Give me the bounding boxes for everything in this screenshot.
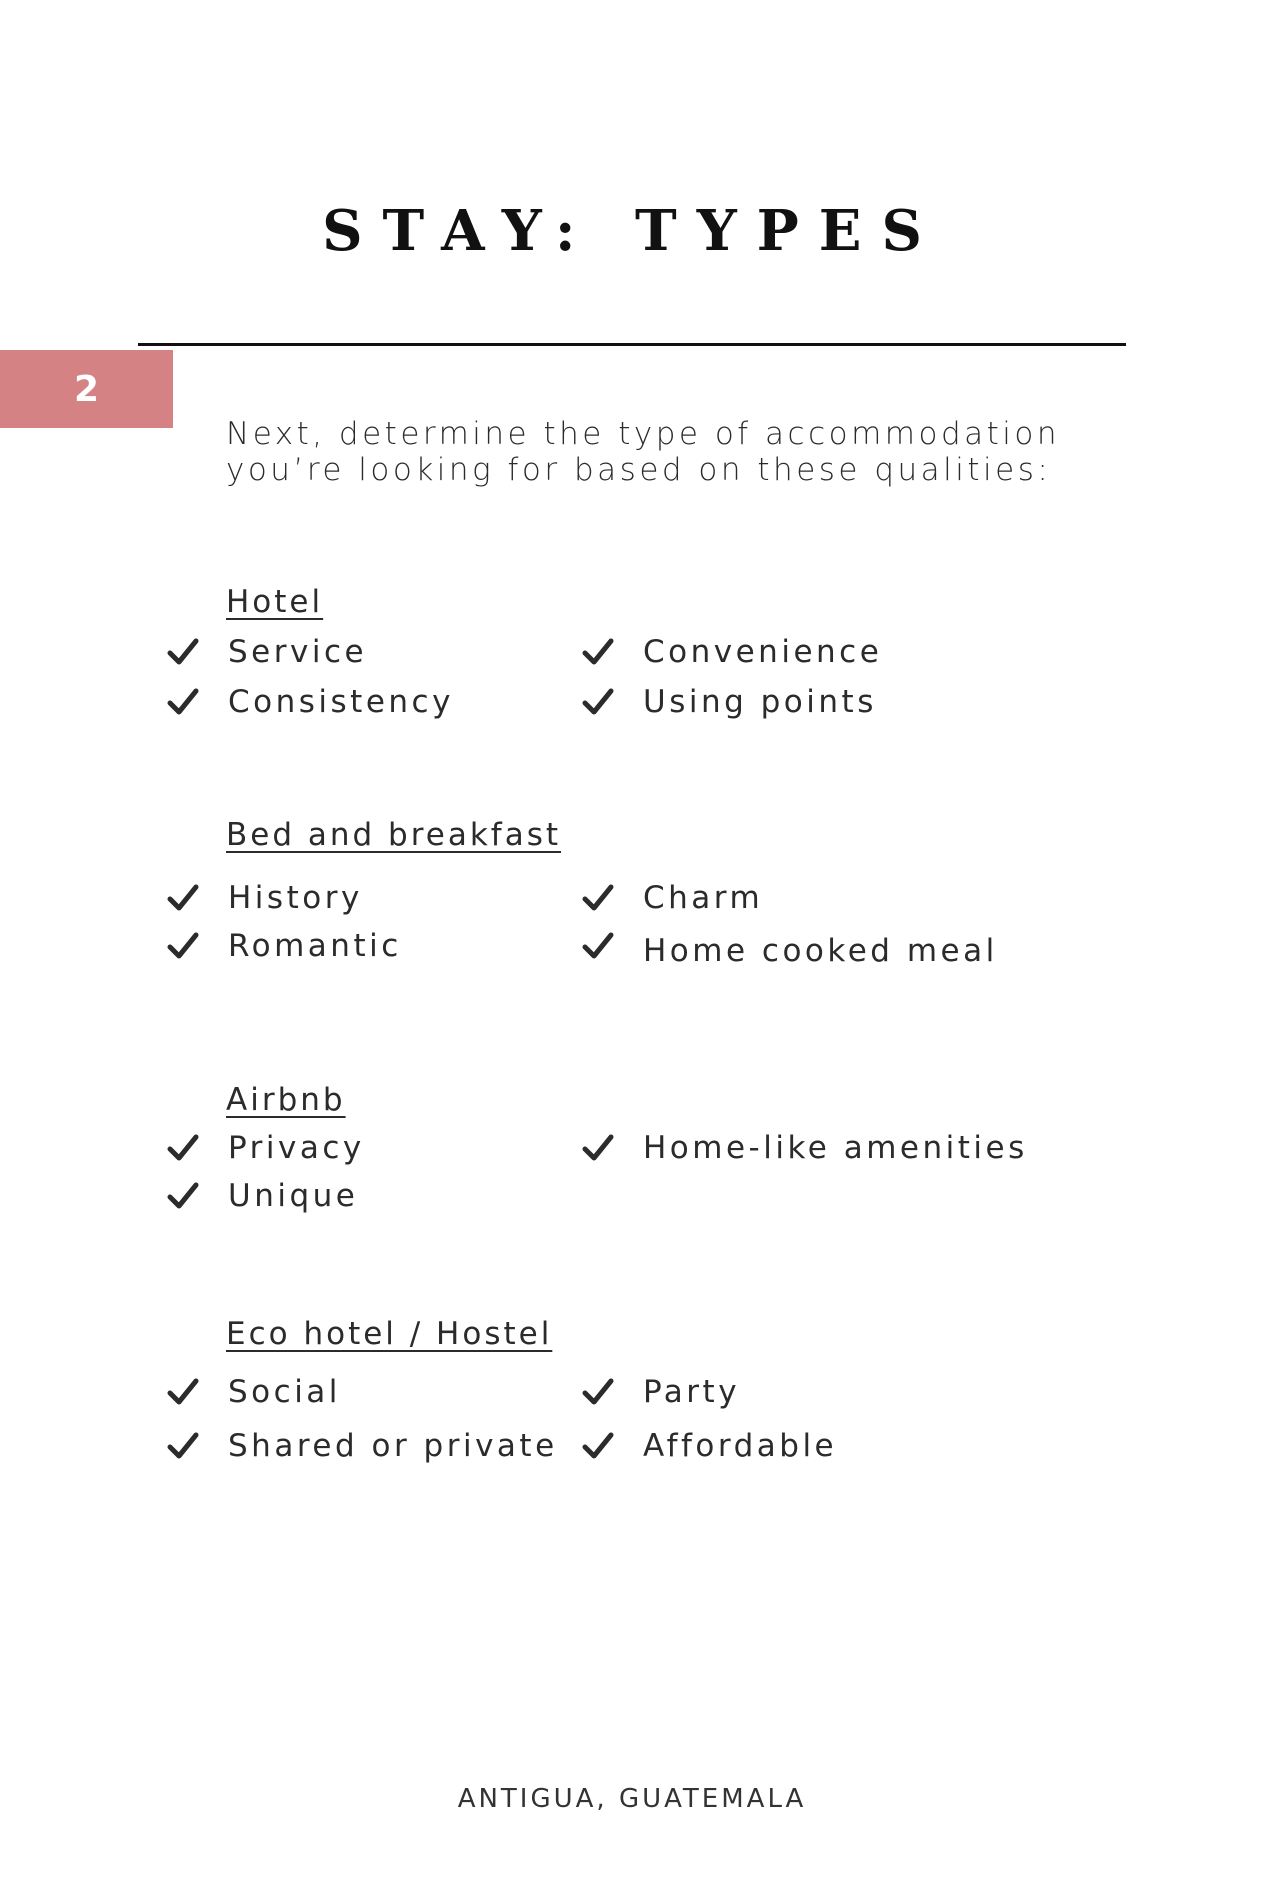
list-item-label: Convenience (643, 634, 883, 670)
list-item-label: Privacy (228, 1130, 365, 1166)
checkmark-icon (166, 1131, 200, 1165)
checkmark-icon (581, 685, 615, 719)
checkmark-icon (581, 1131, 615, 1165)
checkmark-icon (166, 881, 200, 915)
list-item-label: Using points (643, 684, 877, 720)
list-item-label: History (228, 880, 363, 916)
section-heading-eco-hotel-hostel: Eco hotel / Hostel (226, 1316, 553, 1352)
list-item (166, 630, 367, 674)
page-title: STAY: TYPES (322, 198, 942, 264)
list-item (166, 680, 454, 724)
list-item (581, 876, 763, 920)
page-number: 2 (73, 368, 100, 410)
checkmark-icon (166, 685, 200, 719)
checkmark-icon (166, 929, 200, 963)
list-item (166, 924, 402, 968)
checkmark-icon (581, 1429, 615, 1463)
list-item (166, 1370, 341, 1414)
list-item (581, 1370, 740, 1414)
intro-line-2: you’re looking for based on these qualities: (226, 452, 1052, 488)
section-heading-bed-and-breakfast: Bed and breakfast (226, 817, 562, 853)
list-item-label: Shared or private (228, 1428, 558, 1464)
checkmark-icon (166, 1429, 200, 1463)
checkmark-icon (581, 881, 615, 915)
title-divider (138, 343, 1126, 346)
list-item-label: Unique (228, 1178, 359, 1214)
list-item (581, 680, 877, 724)
footer-location: ANTIGUA, GUATEMALA (457, 1784, 807, 1814)
list-item (581, 929, 998, 973)
list-item-label: Social (228, 1374, 341, 1410)
section-heading-hotel: Hotel (226, 584, 324, 620)
page-number-tab (0, 350, 173, 428)
intro-text (226, 416, 1126, 488)
checkmark-icon (166, 1179, 200, 1213)
list-item (166, 1424, 558, 1468)
checkmark-icon (166, 635, 200, 669)
intro-line-1: Next, determine the type of accommodation (226, 416, 1061, 452)
list-item (166, 1126, 365, 1170)
list-item-label: Romantic (228, 928, 402, 964)
list-item-label: Home-like amenities (643, 1130, 1028, 1166)
checkmark-icon (581, 929, 615, 963)
list-item (581, 630, 882, 674)
list-item (166, 876, 363, 920)
checkmark-icon (581, 635, 615, 669)
list-item-label: Service (228, 634, 368, 670)
list-item-label: Consistency (228, 684, 454, 720)
checkmark-icon (166, 1375, 200, 1409)
list-item-label: Home cooked meal (643, 933, 998, 969)
section-heading-airbnb: Airbnb (226, 1082, 346, 1118)
checkmark-icon (581, 1375, 615, 1409)
list-item-label: Affordable (643, 1428, 838, 1464)
list-item (581, 1126, 1028, 1170)
list-item-label: Party (643, 1374, 741, 1410)
list-item-label: Charm (643, 880, 764, 916)
list-item (581, 1424, 837, 1468)
list-item (166, 1174, 358, 1218)
